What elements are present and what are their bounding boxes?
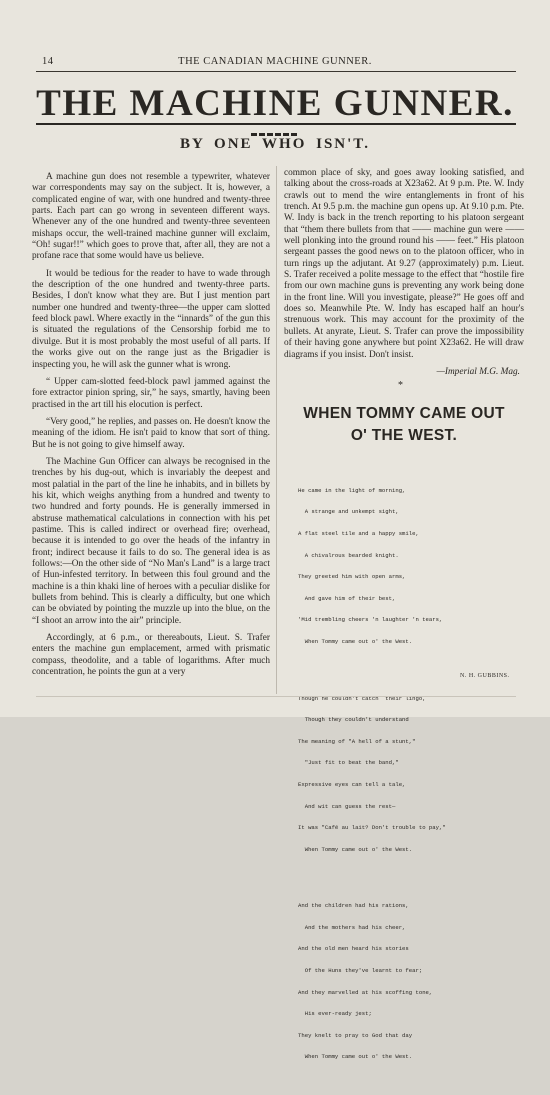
paragraph: The Machine Gun Officer can always be recognised in the trenches by his dug-out, which is invariably the deepest and most palatial in the part of the line he inhabits, and in billets by his kit, which weighs anything from a hundred and twenty to two hundred and forty pounds. He is generally immersed in abstruse mathematical calculations in connection with his pet pastime. This is called indirect or overhead fire; overhead, because it is intended to go over the heads of the infantry in front; indirect because it fails to do so. The general idea is as follows:—On the other side of “No Man's Land” is a large tract of Hun-infested territory. In between this foul ground and the machine is a thin khaki line of heroes with a peculiar dislike for bullets from behind. This is clearly a difficulty, but one which can be obviated by pointing the muzzle up into the blue, on the “I shoot an arrow into the air” principle. (32, 456, 270, 626)
poem-line: Though he couldn't catch their lingo, (298, 694, 426, 702)
poem-line: And they marvelled at his scoffing tone, (298, 988, 433, 996)
poem-line: They greeted him with open arms, (298, 573, 406, 581)
poem-line: A strange and unkempt sight, (298, 508, 399, 516)
paragraph: “ Upper cam-slotted feed-block pawl jammed against the fore extractor pinion spring, sir,” he says, smartly, having been practised in the art till his elocution is perfect. (32, 376, 270, 410)
page-number: 14 (42, 56, 54, 67)
poem-line: And the old men heard his stories (298, 945, 409, 953)
footer-rule (36, 696, 516, 697)
paragraph: A machine gun does not resemble a typewriter, whatever war correspondents may say on the subject. It is, however, a complicated engine of war, with one hundred and twenty-three parts. Each part can go wrong in seventeen different ways. Whenever any of the one hundred and twenty-three seventeen mishaps occur, the well-trained machine gunner will exclaim, “Oh! sugar!!” which goes to prove that, after all, they are not a profane race that some would have us believe. (32, 172, 270, 262)
poem-title (278, 403, 530, 447)
column-divider (276, 166, 277, 694)
poem-line: They knelt to pray to God that day (298, 1031, 413, 1039)
poem-line: Of the Huns they've learnt to fear; (298, 967, 423, 975)
poem-line: And wit can guess the rest— (298, 802, 396, 810)
poem-line: 'Mid trembling cheers 'n laughter 'n tears, (298, 616, 443, 624)
poem-line: "Just fit to beat the band," (298, 759, 399, 767)
poem-line: A flat steel tile and a happy smile, (298, 530, 419, 538)
poem-line: And gave him of their best, (298, 594, 396, 602)
poem-line: And the children had his rations, (298, 902, 409, 910)
poem-line: When Tommy came out o' the West. (298, 638, 413, 646)
poem-stanza (298, 888, 528, 1075)
title-ornament (0, 123, 550, 129)
right-column (284, 168, 524, 378)
poem-line: He came in the light of morning, (298, 486, 406, 494)
paragraph: It would be tedious for the reader to have to wade through the description of the one hundred and twenty-three parts. Besides, I don't know what they are. But I just mention part number one hundred and twenty-three—the upper cam slotted feed block pawl. Where exactly in the “innards” of the gun this is situated the regulations of the Censorship forbid me to divulge. But it is most probably the most useful of all parts. If the works give out on the range just as the Brigadier is inspecting you, he will ask the gunner what is wrong. (32, 268, 270, 370)
running-title: THE CANADIAN MACHINE GUNNER. (178, 56, 372, 67)
poem-line: And the mothers had his cheer, (298, 923, 406, 931)
poem-line: When Tommy came out o' the West. (298, 845, 413, 853)
paragraph: Accordingly, at 6 p.m., or thereabouts, Lieut. S. Trafer enters the machine gun emplacement, armed with prismatic compass, theodolite, and a table of logarithms. After much concentration, he points the gun at a very (32, 633, 270, 678)
poem-title-line: O' THE WEST. (350, 427, 458, 444)
article-byline: BY ONE WHO ISN'T. (180, 136, 370, 152)
poem-line: A chivalrous bearded knight. (298, 551, 399, 559)
poem-author: N. H. GUBBINS. (460, 673, 510, 679)
left-column (32, 172, 270, 684)
paragraph: common place of sky, and goes away looking satisfied, and talking about the cross-roads at X23a62. At 9 p.m. Pte. W. Indy crawls out to mend the wire entanglements in front of his trench. At 9.5 p.m. the machine gun opens up. At 9.10 p.m. Pte. W. Indy is back in the trench reporting to his platoon sergeant that “them there bullets from that —— machine gun were —— well plonking into the ground round his —— feet.” His platoon sergeant passes the good news on to the platoon officer, who in turn rings up the adjutant. At 9.27 (approximately) p.m. Lieut. S. Trafer received a polite message to the effect that “hostile fire from our own machine guns is preventing any work being done in the front line. Will you investigate, please?” He goes off and does so. Meanwhile Pte. W. Indy has escaped half an hour's strenuous work. This may account for the proximity of the bullets. At anyrate, Lieut. S. Trafer can prove the impossibility of their having gone anywhere but point X23a62. He will draw diagrams if you insist. Don't insist. (284, 168, 524, 360)
poem-title-line: WHEN TOMMY CAME OUT (303, 405, 505, 422)
paragraph: “Very good,” he replies, and passes on. He doesn't know the meaning of the idiom. He isn't paid to know that sort of thing. But he is not going to give himself away. (32, 416, 270, 450)
article-title: THE MACHINE GUNNER. (36, 83, 514, 124)
article-credit: —Imperial M.G. Mag. (436, 366, 520, 377)
poem-line: Though they couldn't understand (298, 716, 409, 724)
poem-line: Expressive eyes can tell a tale, (298, 780, 406, 788)
section-separator: * (398, 380, 403, 391)
poem-line: When Tommy came out o' the West. (298, 1053, 413, 1061)
header-rule (36, 71, 516, 72)
poem-line: His ever-ready jest; (298, 1010, 372, 1018)
poem-stanza (298, 472, 528, 659)
poem-stanza (298, 680, 528, 867)
poem-body (298, 458, 528, 1095)
poem-line: The meaning of "A hell of a stunt," (298, 737, 416, 745)
running-header (0, 54, 550, 70)
poem-line: It was "Café au lait? Don't trouble to pay," (298, 824, 446, 832)
